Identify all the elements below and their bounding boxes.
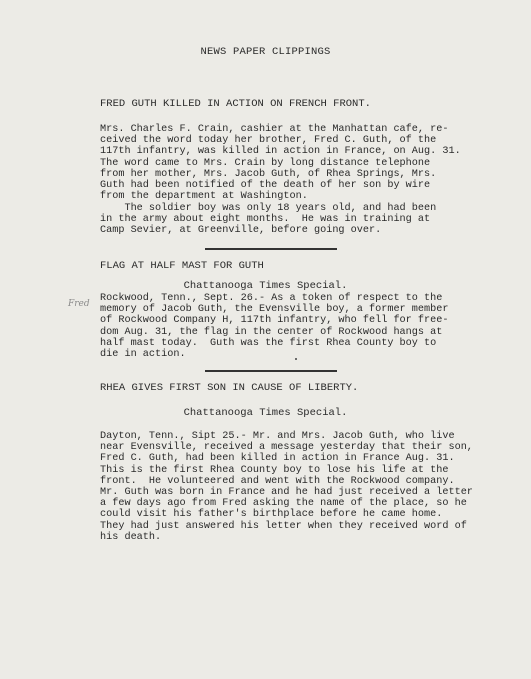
text-line: memory of Jacob Guth, the Evensville boy, a former member	[100, 304, 449, 316]
text-line: could visit his father's birthplace before he came home.	[100, 509, 443, 521]
text-line: Mrs. Charles F. Crain, cashier at the Manhattan cafe, re-	[100, 124, 449, 135]
text-line: front. He volunteered and went with the Rockwood company.	[100, 475, 455, 487]
text-line: a few days ago from Fred asking the name of the place, so he	[100, 498, 467, 510]
article-3-dateline: Chattanooga Times Special.	[183, 407, 348, 419]
text-line: Mr. Guth was born in France and he had just received a letter	[100, 487, 473, 499]
text-line: his death.	[100, 531, 162, 543]
article-2-title: FLAG AT HALF MAST FOR GUTH	[100, 260, 264, 272]
text-line: They had just answered his letter when they received word of	[100, 520, 467, 532]
article-1-paragraph-1	[100, 124, 480, 202]
text-line: The soldier boy was only 18 years old, and had been	[100, 203, 437, 214]
text-line: Camp Sevier, at Greenville, before going over.	[100, 225, 382, 237]
text-line: from her mother, Mrs. Jacob Guth, of Rhea Springs, Mrs.	[100, 168, 437, 180]
text-line: half mast today. Guth was the first Rhea County boy to	[100, 337, 437, 349]
page-heading: NEWS PAPER CLIPPINGS	[200, 46, 331, 58]
article-1-paragraph-2	[100, 203, 480, 237]
text-line: near Evensville, received a message yesterday that their son,	[100, 442, 473, 454]
article-3-paragraph-1	[100, 431, 480, 543]
text-line: Dayton, Tenn., Sipt 25.- Mr. and Mrs. Jacob Guth, who live	[100, 431, 455, 442]
section-divider	[205, 248, 337, 250]
text-line: of Rockwood Company H, 117th infantry, who fell for free-	[100, 315, 449, 327]
article-2-paragraph-1	[100, 293, 480, 360]
text-line: Guth had been notified of the death of her son by wire	[100, 180, 431, 192]
text-line: ceived the word today her brother, Fred C. Guth, of the	[100, 135, 437, 147]
section-divider	[205, 370, 337, 372]
text-line: from the department at Washington.	[100, 191, 308, 203]
article-3-title: RHEA GIVES FIRST SON IN CAUSE OF LIBERTY.	[100, 382, 359, 394]
text-line: The word came to Mrs. Crain by long distance telephone	[100, 157, 431, 169]
margin-handwritten-note: Fred	[68, 299, 90, 309]
article-2-dateline: Chattanooga Times Special.	[183, 280, 348, 292]
article-1-title: FRED GUTH KILLED IN ACTION ON FRENCH FRONT.	[100, 98, 371, 110]
text-line: 117th infantry, was killed in action in France, on Aug. 31.	[100, 146, 461, 158]
text-line: This is the first Rhea County boy to lose his life at the	[100, 464, 449, 476]
text-line: in the army about eight months. He was in training at	[100, 214, 431, 226]
text-line: Rockwood, Tenn., Sept. 26.- As a token of respect to the	[100, 293, 443, 304]
text-line: die in action.	[100, 349, 186, 361]
stray-mark	[295, 358, 297, 360]
text-line: dom Aug. 31, the flag in the center of Rockwood hangs at	[100, 326, 443, 338]
text-line: Fred C. Guth, had been killed in action in France Aug. 31.	[100, 453, 455, 465]
